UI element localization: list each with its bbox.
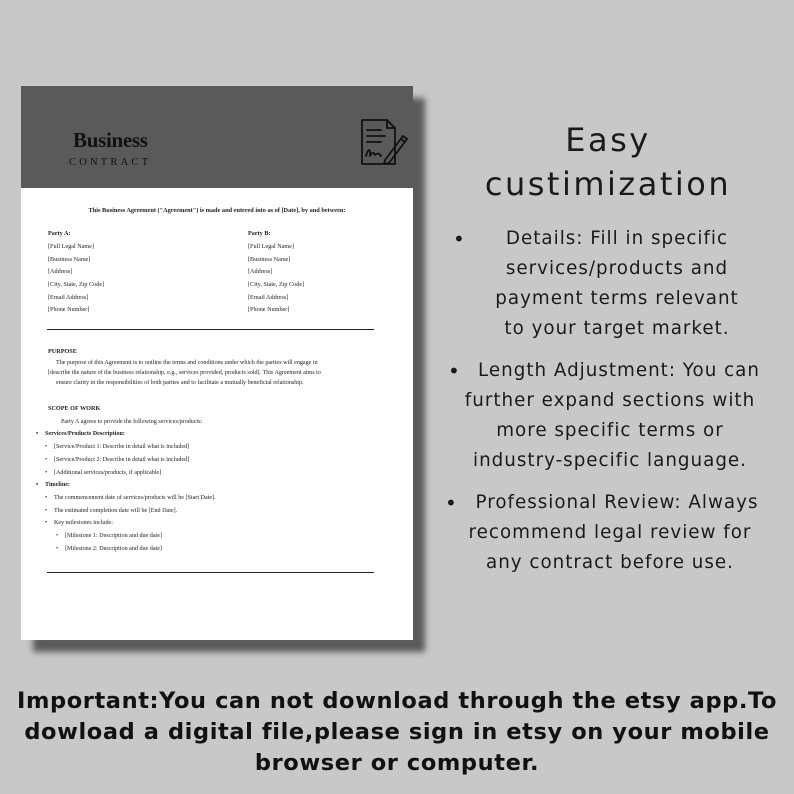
milestone-item: • [Milestone 1: Description and due date] [65, 533, 162, 539]
bullet-line: recommend legal review for [468, 522, 752, 543]
party-a-line: [Business Name] [48, 255, 91, 263]
contract-intro: This Business Agreement ("Agreement") is made and entered into as of [Date], by and between: [88, 207, 346, 214]
bullet-line: payment terms relevant [495, 288, 739, 309]
party-b-line: [Email Address] [248, 293, 289, 301]
divider [47, 572, 374, 573]
bullet-line: further expand sections with [464, 390, 756, 411]
scope-heading: SCOPE OF WORK [48, 405, 101, 412]
timeline-item: • Key milestones include: [54, 520, 113, 526]
contract-header-band [21, 86, 413, 188]
party-a-heading: Party A: [48, 230, 71, 237]
party-a-line: [Email Address] [48, 293, 89, 301]
party-a-line: [Full Legal Name] [48, 242, 95, 250]
bullet-line: Professional Review: Always [475, 492, 759, 513]
contract-title: Business [73, 128, 148, 152]
party-b-line: [City, State, Zip Code] [248, 281, 305, 289]
purpose-heading: PURPOSE [48, 348, 77, 355]
timeline-item: • The estimated completion date will be [End Date]. [54, 508, 177, 514]
bullet-dot-icon: • [445, 491, 458, 515]
contract-preview [21, 86, 413, 640]
bullet-line: Length Adjustment: You can [478, 360, 760, 381]
service-item: • [Service/Product 2: Describe in detail what is included] [54, 457, 189, 463]
purpose-line: [describe the nature of the business relationship, e.g., services provided, products sold]. This Agreement aims to [48, 370, 321, 376]
purpose-line: ensure clarity in the responsibilities of both parties and to facilitate a mutually beneficial relationship. [56, 380, 304, 386]
bullet-line: industry-specific language. [473, 450, 747, 471]
party-b-block [248, 228, 304, 314]
bullet-line: any contract before use. [486, 552, 734, 573]
bullet-line: services/products and [505, 258, 729, 279]
notice-line: dowload a digital file,please sign in etsy on your mobile [24, 719, 770, 745]
notice-line: browser or computer. [254, 750, 540, 776]
party-b-line: [Business Name] [248, 255, 291, 263]
scope-intro: Party A agrees to provide the following services/products: [61, 419, 203, 425]
party-a-line: [Address] [48, 268, 73, 276]
service-item: • [Service/Product 1: Describe in detail what is included] [54, 444, 189, 450]
party-a-line: [Phone Number] [48, 305, 90, 313]
services-heading: • Services/Products Description: [45, 431, 125, 437]
bullet-line: more specific terms or [496, 420, 724, 441]
download-notice [10, 686, 784, 779]
heading-line: custimization [484, 165, 732, 203]
bullet-details [445, 224, 775, 344]
bullet-line: Details: Fill in specific [505, 228, 729, 249]
heading-line: Easy [565, 121, 651, 159]
service-item: • [Additional services/products, if applicable] [54, 470, 161, 476]
timeline-heading: • Timeline: [45, 482, 70, 488]
timeline-item: • The commencement date of services/products will be [Start Date]. [54, 495, 216, 501]
notice-line: Important:You can not download through the etsy app.To [16, 688, 778, 714]
divider [47, 329, 374, 330]
bullet-dot-icon: • [453, 227, 466, 251]
signed-document-pen-icon [357, 116, 409, 168]
party-b-line: [Phone Number] [248, 305, 290, 313]
party-b-line: [Address] [248, 268, 273, 276]
bullet-line: to your target market. [504, 318, 730, 339]
party-a-block [48, 228, 104, 314]
feature-heading [443, 118, 773, 206]
bullet-length-adjustment [445, 356, 775, 476]
party-b-heading: Party B: [248, 230, 271, 237]
contract-subtitle: CONTRACT [69, 157, 152, 168]
bullet-dot-icon: • [448, 359, 461, 383]
party-a-line: [City, State, Zip Code] [48, 281, 105, 289]
bullet-professional-review [445, 488, 775, 578]
party-b-line: [Full Legal Name] [248, 242, 295, 250]
purpose-line: The purpose of this Agreement is to outline the terms and conditions under which the parties will engage in [56, 360, 318, 366]
milestone-item: • [Milestone 2: Description and due date] [65, 546, 162, 552]
